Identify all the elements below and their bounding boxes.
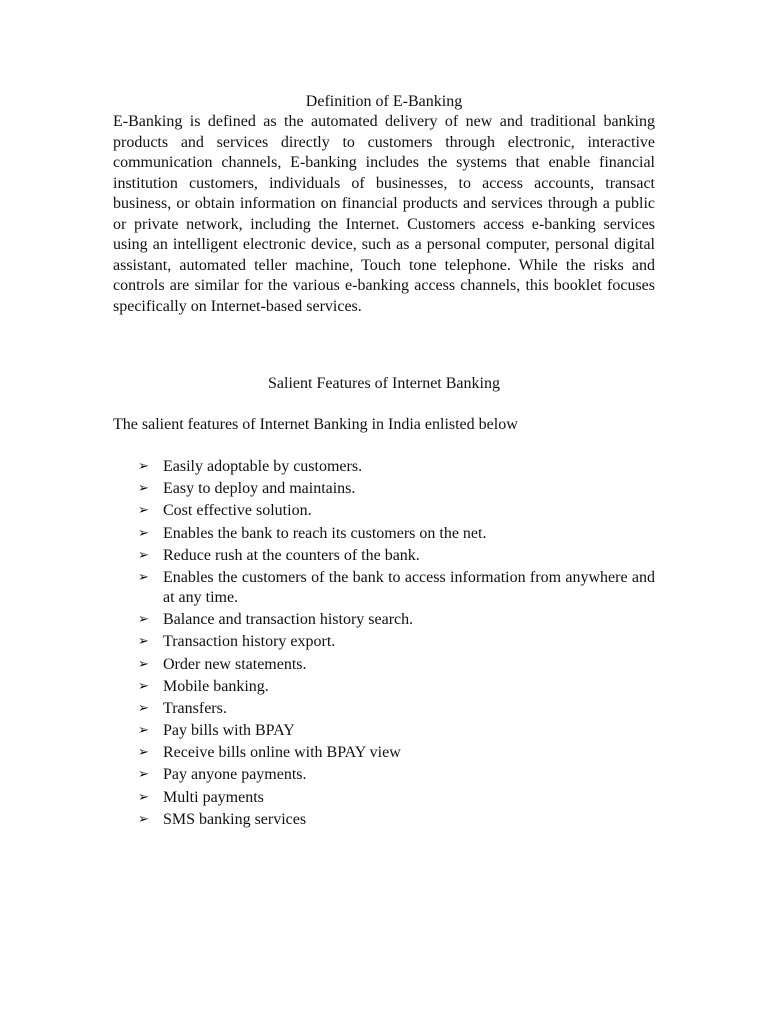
arrow-bullet-icon: ➢ xyxy=(138,569,149,585)
list-item xyxy=(138,457,655,477)
list-item-text: Multi payments xyxy=(163,788,264,806)
list-item xyxy=(138,699,655,719)
arrow-bullet-icon: ➢ xyxy=(138,678,149,694)
list-item xyxy=(138,810,655,830)
list-item-text: Balance and transaction history search. xyxy=(163,611,414,629)
arrow-bullet-icon: ➢ xyxy=(138,503,149,519)
list-item-text: Order new statements. xyxy=(163,655,307,673)
list-item-text: Cost effective solution. xyxy=(163,502,312,520)
list-item xyxy=(138,610,655,630)
section-title-features: Salient Features of Internet Banking xyxy=(268,375,500,392)
features-list xyxy=(138,457,655,832)
arrow-bullet-icon: ➢ xyxy=(138,459,149,474)
arrow-bullet-icon: ➢ xyxy=(138,612,149,628)
list-item xyxy=(138,632,655,652)
list-item xyxy=(138,788,655,808)
list-item xyxy=(138,743,655,763)
arrow-bullet-icon: ➢ xyxy=(138,745,149,761)
features-intro: The salient features of Internet Banking in India enlisted below xyxy=(113,416,518,433)
list-item xyxy=(138,479,655,499)
arrow-bullet-icon: ➢ xyxy=(138,547,149,563)
definition-paragraph: E-Banking is defined as the automated delivery of new and traditional banking products and services directly to customers through electronic, interactive communication channels, E-banking includes the systems that enable financial institution customers, individuals of businesses, to access accounts, transact business, or obtain information on financial products and services through a public or private network, including the Internet. Customers access e-banking services using an intelligent electronic device, such as a personal computer, personal digital assistant, automated teller machine, Touch tone telephone. While the risks and controls are similar for the various e-banking access channels, this booklet focuses specifically on Internet-based services. xyxy=(113,113,655,315)
list-item-text: Easily adoptable by customers. xyxy=(163,458,363,475)
list-item-text: Enables the customers of the bank to access information from anywhere and at any time. xyxy=(163,568,655,606)
arrow-bullet-icon: ➢ xyxy=(138,789,149,805)
list-item-text: Pay anyone payments. xyxy=(163,766,307,784)
arrow-bullet-icon: ➢ xyxy=(138,811,149,827)
list-item xyxy=(138,655,655,675)
section-title-definition: Definition of E-Banking xyxy=(305,93,463,110)
arrow-bullet-icon: ➢ xyxy=(138,481,149,497)
list-item xyxy=(138,765,655,785)
arrow-bullet-icon: ➢ xyxy=(138,634,149,650)
list-item-text: Enables the bank to reach its customers on the net. xyxy=(163,524,487,542)
arrow-bullet-icon: ➢ xyxy=(138,525,149,541)
arrow-bullet-icon: ➢ xyxy=(138,767,149,783)
list-item xyxy=(138,677,655,697)
list-item-text: Transaction history export. xyxy=(163,633,336,651)
list-item xyxy=(138,546,655,566)
list-item xyxy=(138,568,655,608)
list-item xyxy=(138,721,655,741)
arrow-bullet-icon: ➢ xyxy=(138,700,149,716)
list-item-text: Pay bills with BPAY xyxy=(163,722,295,740)
list-item-text: SMS banking services xyxy=(163,810,307,828)
list-item-text: Mobile banking. xyxy=(163,677,269,695)
list-item xyxy=(138,501,655,521)
list-item xyxy=(138,524,655,544)
list-item-text: Easy to deploy and maintains. xyxy=(163,480,356,498)
list-item-text: Transfers. xyxy=(163,699,227,717)
arrow-bullet-icon: ➢ xyxy=(138,723,149,739)
arrow-bullet-icon: ➢ xyxy=(138,656,149,672)
list-item-text: Receive bills online with BPAY view xyxy=(163,744,401,762)
list-item-text: Reduce rush at the counters of the bank. xyxy=(163,546,420,564)
